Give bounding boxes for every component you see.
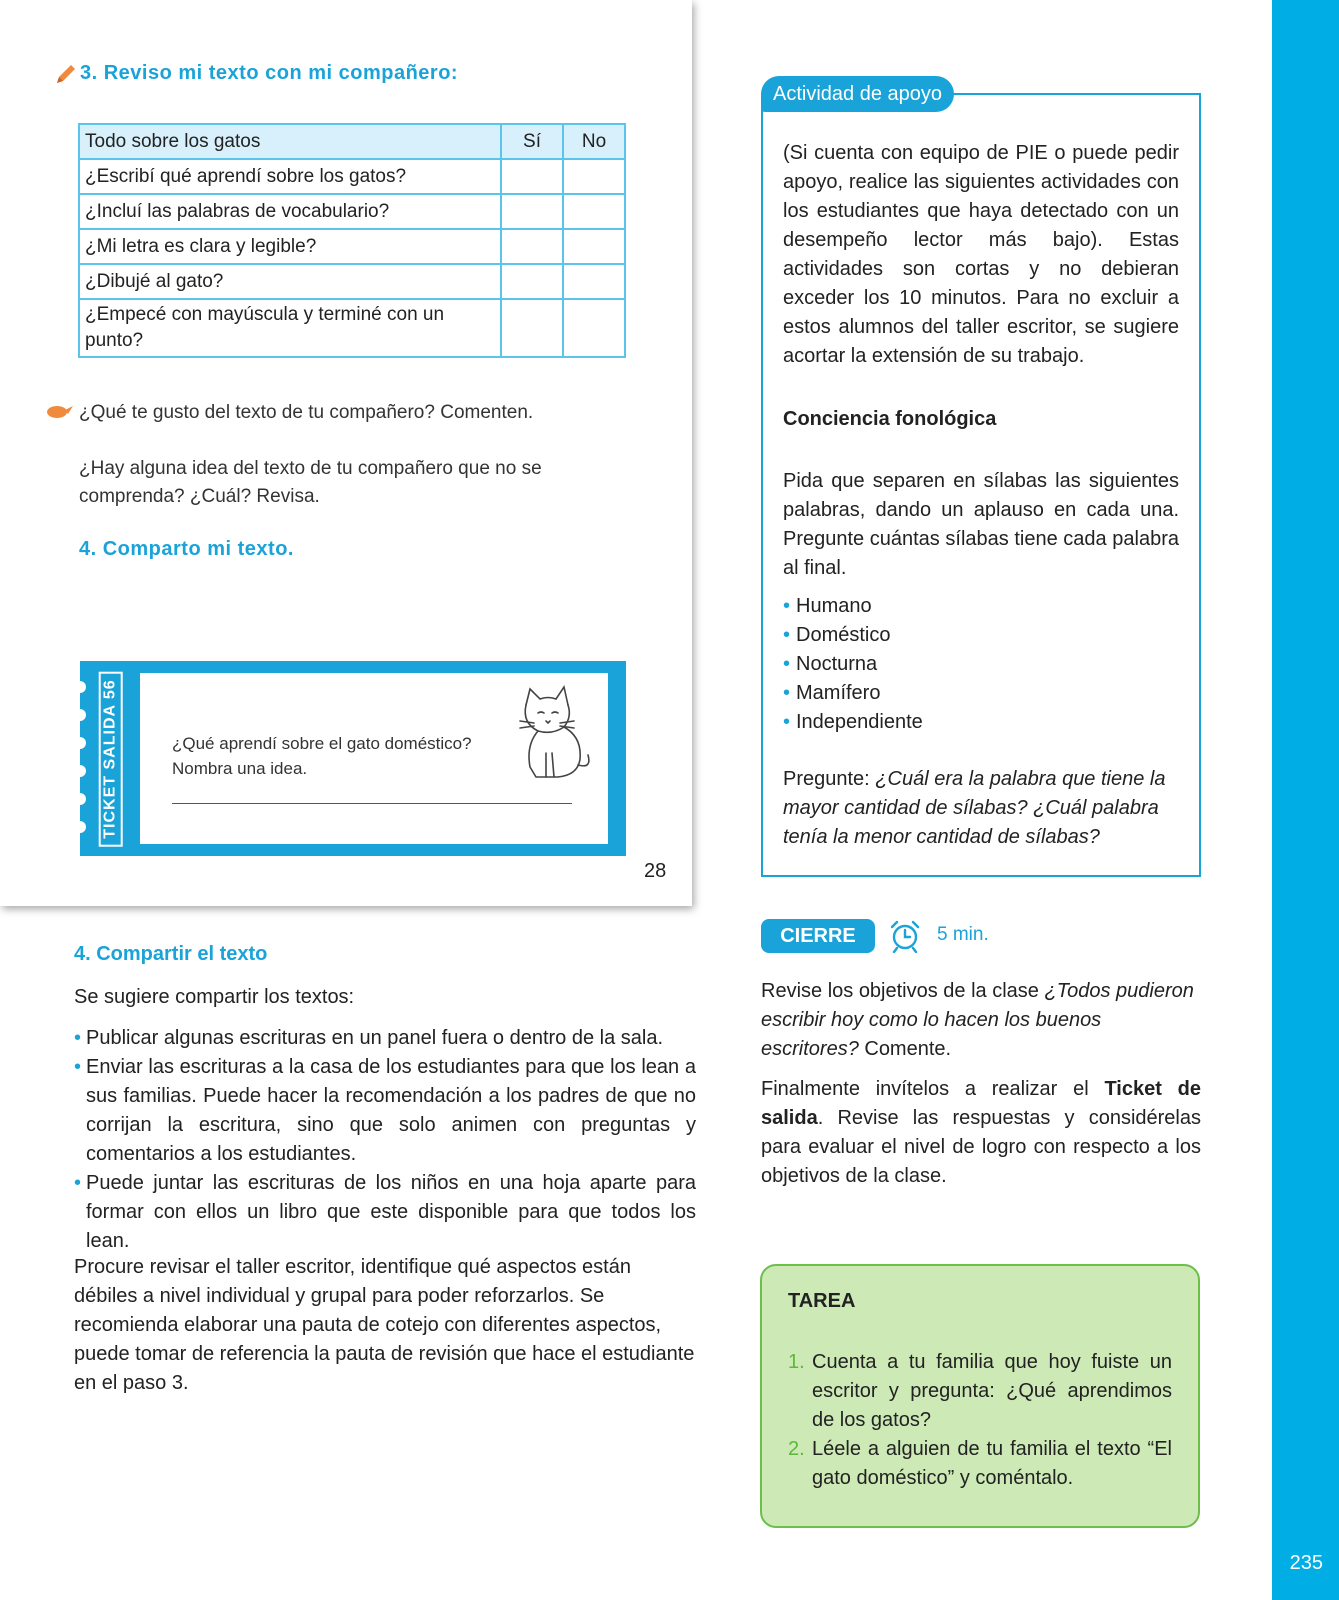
si-cell[interactable] [501, 299, 563, 357]
cierre-paragraph-1: Revise los objetivos de la clase ¿Todos pudieron escribir hoy como lo hacen los buenos escritores? Comente. [761, 980, 1194, 1060]
page-number: 235 [1289, 1552, 1323, 1574]
support-activity-tab: Actividad de apoyo [761, 76, 954, 112]
cierre-paragraph-2: Finalmente invítelos a realizar el Ticket de salida. Revise las respuestas y considérelas para evaluar el nivel de logro con respecto a los objetivos de la clase. [761, 1078, 1201, 1187]
table-row [79, 229, 625, 264]
ticket-body [140, 673, 608, 844]
homework-title: TAREA [788, 1290, 856, 1312]
syllable-word-list [783, 592, 923, 737]
homework-list [788, 1348, 1172, 1493]
no-cell[interactable] [563, 299, 625, 357]
ticket-side-label: ESCRITURA OA 15 [614, 715, 624, 802]
no-cell[interactable] [563, 264, 625, 299]
pregunte-paragraph: Pregunte: ¿Cuál era la palabra que tiene la mayor cantidad de sílabas? ¿Cuál palabra tenía la menor cantidad de sílabas? [783, 768, 1166, 848]
support-intro: (Si cuenta con equipo de PIE o puede pedir apoyo, realice las siguientes actividades con los estudiantes que haya detectado con un desempeño lector más bajo). Estas actividades son cortas y no debieran exceder los 10 minutos. Para no excluir a estos alumnos del taller escritor, se sugiere acortar la extensión de su trabajo. [783, 142, 1179, 367]
checklist-question: ¿Dibujé al gato? [79, 264, 501, 299]
table-header-si: Sí [501, 124, 563, 159]
step4-title: 4. Comparto mi texto. [79, 538, 294, 560]
table-header-no: No [563, 124, 625, 159]
list-item: 1. Cuenta a tu familia que hoy fuiste un escritor y pregunta: ¿Qué aprendimos de los gatos? [788, 1351, 1172, 1431]
question-gusto: ¿Qué te gusto del texto de tu compañero? Comenten. [79, 402, 534, 423]
phonological-text: Pida que separen en sílabas las siguientes palabras, dando un aplauso en cada una. Pregunte cuántas sílabas tiene cada palabra al final. [783, 470, 1179, 579]
table-row [79, 264, 625, 299]
alarm-clock-icon [888, 919, 922, 953]
list-item: • Publicar algunas escrituras en un panel fuera o dentro de la sala. [74, 1024, 696, 1053]
list-item: • Independiente [783, 708, 923, 737]
list-item: • Mamífero [783, 679, 923, 708]
checklist-question: ¿Empecé con mayúscula y terminé con un punto? [79, 299, 501, 357]
no-cell[interactable] [563, 229, 625, 264]
no-cell[interactable] [563, 159, 625, 194]
list-item: • Nocturna [783, 650, 923, 679]
table-header-topic: Todo sobre los gatos [79, 124, 501, 159]
share-section-title: 4. Compartir el texto [74, 943, 268, 965]
homework-box [760, 1264, 1200, 1528]
cat-icon [512, 683, 594, 783]
cierre-duration: 5 min. [937, 924, 989, 945]
review-paragraph: Procure revisar el taller escritor, identifique qué aspectos están débiles a nivel individual y grupal para poder reforzarlos. Se recomienda elaborar una pauta de cotejo con diferentes aspectos, puede tomar de referencia la pauta de revisión que hace el estudiante en el paso 3. [74, 1256, 695, 1394]
table-row [79, 159, 625, 194]
share-list [74, 1024, 696, 1256]
no-cell[interactable] [563, 194, 625, 229]
table-row [79, 194, 625, 229]
exit-ticket [80, 661, 626, 856]
phonological-title: Conciencia fonológica [783, 408, 997, 430]
checklist-question: ¿Incluí las palabras de vocabulario? [79, 194, 501, 229]
ticket-question: ¿Qué aprendí sobre el gato doméstico? Nombra una idea. [172, 734, 472, 778]
ticket-label: TICKET SALIDA 56 [82, 676, 140, 841]
speech-bubble-icon [46, 404, 74, 420]
pencil-icon [54, 62, 78, 86]
checklist-question: ¿Escribí qué aprendí sobre los gatos? [79, 159, 501, 194]
si-cell[interactable] [501, 194, 563, 229]
table-header-row [79, 124, 625, 159]
list-item: • Doméstico [783, 621, 923, 650]
share-intro: Se sugiere compartir los textos: [74, 986, 355, 1008]
list-item: 2. Léele a alguien de tu familia el texto “El gato doméstico” y coméntalo. [788, 1438, 1172, 1489]
step3-title: 3. Reviso mi texto con mi compañero: [80, 62, 459, 84]
si-cell[interactable] [501, 264, 563, 299]
answer-line[interactable] [172, 803, 572, 804]
table-row [79, 299, 625, 357]
book-page-number: 28 [644, 860, 667, 882]
list-item: • Humano [783, 592, 923, 621]
student-book-page [0, 0, 692, 906]
si-cell[interactable] [501, 159, 563, 194]
list-item: • Enviar las escrituras a la casa de los estudiantes para que los lean a sus familias. Puede hacer la recomendación a los padres de que no corrijan la escritura, sino que solo animen con preguntas y comentarios a los estudiantes. [74, 1053, 696, 1169]
cierre-badge: CIERRE [761, 919, 875, 953]
si-cell[interactable] [501, 229, 563, 264]
side-color-band [1272, 0, 1339, 1600]
list-item: • Puede juntar las escrituras de los niños en una hoja aparte para formar con ellos un libro que este disponible para que todos los lean. [74, 1169, 696, 1256]
review-checklist-table [78, 123, 626, 358]
checklist-question: ¿Mi letra es clara y legible? [79, 229, 501, 264]
question-idea: ¿Hay alguna idea del texto de tu compañero que no se comprenda? ¿Cuál? Revisa. [79, 458, 542, 507]
